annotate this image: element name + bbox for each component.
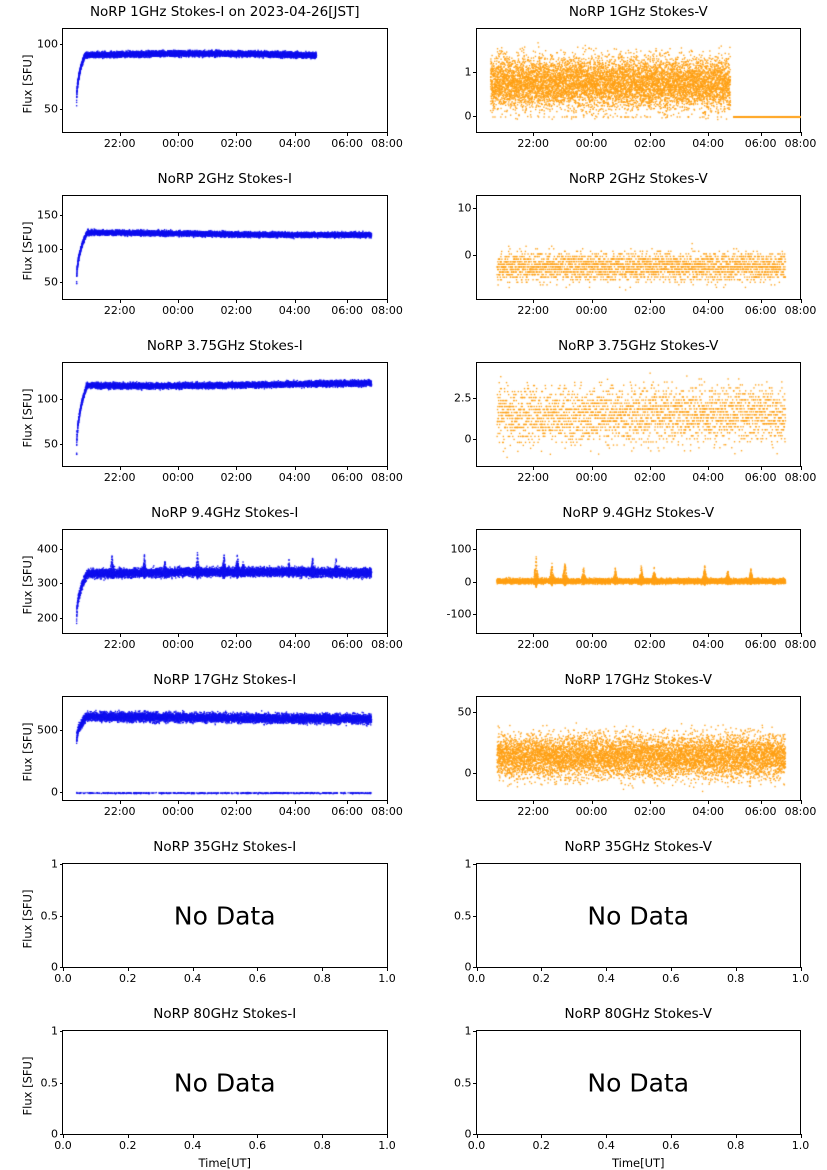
x-tick-label: 22:00 — [517, 304, 549, 317]
no-data-text: No Data — [477, 1068, 801, 1097]
chart-cell-9 — [414, 668, 827, 835]
x-tick-mark — [606, 967, 607, 971]
data-series — [63, 530, 387, 633]
x-tick-mark — [236, 633, 237, 637]
y-tick-label: 100 — [37, 242, 58, 255]
chart-cell-0 — [0, 0, 414, 167]
x-tick-mark — [592, 299, 593, 303]
x-axis-label: Time[UT] — [0, 1156, 414, 1170]
x-tick-label: 08:00 — [785, 805, 817, 818]
chart-title: NoRP 80GHz Stokes-I — [0, 1006, 414, 1022]
x-axis-label: Time[UT] — [414, 1156, 827, 1170]
x-tick-mark — [347, 299, 348, 303]
x-tick-label: 1.0 — [378, 1139, 396, 1152]
x-tick-label: 06:00 — [745, 304, 777, 317]
chart-title: NoRP 1GHz Stokes-I on 2023-04-26[JST] — [0, 4, 414, 20]
chart-title: NoRP 3.75GHz Stokes-I — [0, 338, 414, 354]
x-tick-label: 00:00 — [576, 137, 608, 150]
x-tick-label: 1.0 — [792, 1139, 810, 1152]
y-tick-label: 200 — [37, 611, 58, 624]
x-tick-label: 0.0 — [54, 972, 72, 985]
data-series — [477, 697, 801, 800]
x-tick-mark — [387, 633, 388, 637]
x-tick-label: 0.0 — [54, 1139, 72, 1152]
x-tick-mark — [387, 466, 388, 470]
x-tick-label: 00:00 — [162, 471, 194, 484]
data-series — [63, 363, 387, 466]
y-axis-label: Flux [SFU] — [20, 722, 34, 781]
x-tick-mark — [347, 633, 348, 637]
x-tick-mark — [708, 633, 709, 637]
x-tick-label: 0.8 — [727, 1139, 745, 1152]
x-tick-mark — [671, 967, 672, 971]
x-tick-label: 0.6 — [249, 972, 267, 985]
x-tick-mark — [592, 132, 593, 136]
x-tick-mark — [236, 132, 237, 136]
x-tick-label: 04:00 — [279, 471, 311, 484]
x-tick-mark — [708, 299, 709, 303]
y-tick-label: 100 — [37, 38, 58, 51]
data-series — [477, 530, 801, 633]
y-tick-label: 0 — [51, 786, 58, 799]
x-tick-label: 06:00 — [745, 137, 777, 150]
y-axis-label: Flux [SFU] — [20, 889, 34, 948]
y-tick-label: 0.5 — [41, 909, 59, 922]
x-tick-label: 02:00 — [220, 805, 252, 818]
x-tick-mark — [541, 1134, 542, 1138]
plot-area — [476, 28, 802, 133]
chart-cell-5 — [414, 334, 827, 501]
y-tick-label: 0 — [465, 433, 472, 446]
x-tick-mark — [257, 967, 258, 971]
no-data-text: No Data — [477, 901, 801, 930]
x-tick-mark — [128, 1134, 129, 1138]
x-tick-mark — [347, 466, 348, 470]
chart-title: NoRP 80GHz Stokes-V — [414, 1006, 827, 1022]
x-tick-mark — [295, 633, 296, 637]
x-tick-mark — [801, 967, 802, 971]
chart-cell-6 — [0, 501, 414, 668]
x-tick-label: 02:00 — [634, 471, 666, 484]
chart-title: NoRP 2GHz Stokes-V — [414, 171, 827, 187]
x-tick-mark — [120, 633, 121, 637]
y-axis-label: Flux [SFU] — [20, 54, 34, 113]
x-tick-label: 02:00 — [220, 304, 252, 317]
data-series — [63, 697, 387, 800]
x-tick-label: 08:00 — [785, 304, 817, 317]
x-tick-label: 0.8 — [313, 1139, 331, 1152]
x-tick-label: 04:00 — [692, 304, 724, 317]
plot-area — [476, 1030, 802, 1135]
chart-title: NoRP 9.4GHz Stokes-I — [0, 505, 414, 521]
x-tick-mark — [120, 800, 121, 804]
y-tick-label: 1 — [51, 1025, 58, 1038]
chart-cell-11 — [414, 835, 827, 1002]
x-tick-label: 04:00 — [279, 304, 311, 317]
y-tick-label: 100 — [451, 543, 472, 556]
x-tick-mark — [671, 1134, 672, 1138]
x-tick-label: 22:00 — [104, 638, 136, 651]
x-tick-mark — [708, 132, 709, 136]
x-tick-mark — [761, 633, 762, 637]
plot-area — [62, 1030, 388, 1135]
x-tick-mark — [178, 633, 179, 637]
plot-area — [476, 195, 802, 300]
x-tick-mark — [477, 967, 478, 971]
x-tick-mark — [120, 299, 121, 303]
chart-cell-12 — [0, 1002, 414, 1169]
x-tick-label: 0.0 — [468, 1139, 486, 1152]
x-tick-mark — [650, 466, 651, 470]
x-tick-mark — [387, 1134, 388, 1138]
x-tick-mark — [650, 633, 651, 637]
x-tick-mark — [801, 633, 802, 637]
x-tick-label: 22:00 — [517, 805, 549, 818]
x-tick-mark — [236, 800, 237, 804]
x-tick-label: 22:00 — [104, 137, 136, 150]
y-tick-label: 10 — [458, 201, 472, 214]
y-tick-label: 0 — [465, 248, 472, 261]
x-tick-mark — [650, 800, 651, 804]
y-tick-label: 300 — [37, 577, 58, 590]
plot-area — [62, 696, 388, 801]
x-tick-mark — [387, 299, 388, 303]
x-tick-mark — [295, 299, 296, 303]
x-tick-mark — [533, 299, 534, 303]
x-tick-label: 00:00 — [576, 471, 608, 484]
x-tick-label: 22:00 — [104, 471, 136, 484]
x-tick-mark — [761, 800, 762, 804]
x-tick-label: 1.0 — [792, 972, 810, 985]
x-tick-label: 08:00 — [371, 805, 403, 818]
x-tick-label: 0.6 — [662, 972, 680, 985]
x-tick-mark — [178, 132, 179, 136]
y-axis-label: Flux [SFU] — [20, 555, 34, 614]
y-tick-mark — [473, 1031, 477, 1032]
x-tick-mark — [541, 967, 542, 971]
x-tick-label: 0.2 — [533, 1139, 551, 1152]
x-tick-label: 00:00 — [576, 805, 608, 818]
data-series — [477, 363, 801, 466]
x-tick-mark — [387, 967, 388, 971]
chart-cell-4 — [0, 334, 414, 501]
x-tick-label: 04:00 — [279, 805, 311, 818]
chart-cell-13 — [414, 1002, 827, 1169]
y-axis-label: Flux [SFU] — [20, 221, 34, 280]
x-tick-mark — [736, 1134, 737, 1138]
y-tick-label: 500 — [37, 723, 58, 736]
chart-title: NoRP 2GHz Stokes-I — [0, 171, 414, 187]
data-series — [63, 29, 387, 132]
y-tick-label: 50 — [44, 437, 58, 450]
x-tick-label: 02:00 — [220, 137, 252, 150]
x-tick-mark — [120, 132, 121, 136]
y-tick-label: 1 — [465, 65, 472, 78]
plot-area — [476, 696, 802, 801]
x-tick-mark — [708, 800, 709, 804]
x-tick-label: 08:00 — [371, 304, 403, 317]
x-tick-mark — [477, 1134, 478, 1138]
y-tick-label: 0 — [465, 575, 472, 588]
x-tick-label: 06:00 — [331, 471, 363, 484]
x-tick-label: 0.4 — [597, 972, 615, 985]
x-tick-mark — [236, 466, 237, 470]
x-tick-label: 00:00 — [576, 304, 608, 317]
x-tick-label: 22:00 — [517, 471, 549, 484]
x-tick-mark — [347, 800, 348, 804]
x-tick-label: 0.4 — [184, 972, 202, 985]
x-tick-label: 04:00 — [692, 137, 724, 150]
x-tick-mark — [178, 466, 179, 470]
x-tick-mark — [295, 132, 296, 136]
x-tick-mark — [708, 466, 709, 470]
x-tick-mark — [533, 132, 534, 136]
plot-area — [62, 362, 388, 467]
y-tick-mark — [473, 864, 477, 865]
x-tick-label: 04:00 — [692, 471, 724, 484]
x-tick-mark — [801, 466, 802, 470]
y-tick-label: 50 — [458, 705, 472, 718]
x-tick-label: 00:00 — [576, 638, 608, 651]
x-tick-mark — [178, 299, 179, 303]
chart-cell-1 — [414, 0, 827, 167]
chart-cell-7 — [414, 501, 827, 668]
x-tick-label: 00:00 — [162, 805, 194, 818]
chart-title: NoRP 3.75GHz Stokes-V — [414, 338, 827, 354]
plot-area — [62, 529, 388, 634]
y-axis-label: Flux [SFU] — [20, 1056, 34, 1115]
x-tick-mark — [650, 132, 651, 136]
x-tick-label: 06:00 — [745, 638, 777, 651]
plot-area — [62, 28, 388, 133]
x-tick-mark — [193, 1134, 194, 1138]
x-tick-label: 1.0 — [378, 972, 396, 985]
x-tick-label: 08:00 — [785, 137, 817, 150]
x-tick-label: 22:00 — [104, 304, 136, 317]
x-tick-mark — [178, 800, 179, 804]
x-tick-label: 08:00 — [371, 638, 403, 651]
no-data-text: No Data — [63, 1068, 387, 1097]
x-tick-label: 0.4 — [597, 1139, 615, 1152]
plot-area — [476, 362, 802, 467]
x-tick-mark — [387, 800, 388, 804]
x-tick-mark — [236, 299, 237, 303]
y-tick-label: 0 — [465, 110, 472, 123]
y-axis-label: Flux [SFU] — [20, 388, 34, 447]
data-series — [477, 29, 801, 132]
x-tick-mark — [533, 633, 534, 637]
x-tick-label: 06:00 — [745, 805, 777, 818]
x-tick-label: 0.6 — [662, 1139, 680, 1152]
x-tick-label: 04:00 — [692, 638, 724, 651]
y-tick-label: 0.5 — [454, 909, 472, 922]
chart-title: NoRP 35GHz Stokes-V — [414, 839, 827, 855]
x-tick-label: 04:00 — [279, 137, 311, 150]
x-tick-mark — [63, 967, 64, 971]
x-tick-mark — [592, 466, 593, 470]
y-tick-label: 1 — [465, 858, 472, 871]
x-tick-mark — [347, 132, 348, 136]
x-tick-mark — [295, 466, 296, 470]
x-tick-mark — [801, 299, 802, 303]
x-tick-label: 06:00 — [331, 638, 363, 651]
plot-area — [476, 529, 802, 634]
x-tick-mark — [193, 967, 194, 971]
y-tick-mark — [60, 1031, 64, 1032]
x-tick-mark — [761, 466, 762, 470]
x-tick-label: 06:00 — [745, 471, 777, 484]
y-tick-label: 100 — [37, 392, 58, 405]
y-tick-mark — [60, 864, 64, 865]
y-tick-label: -100 — [447, 607, 472, 620]
data-series — [477, 196, 801, 299]
x-tick-label: 22:00 — [104, 805, 136, 818]
x-tick-label: 22:00 — [517, 638, 549, 651]
x-tick-label: 0.4 — [184, 1139, 202, 1152]
x-tick-label: 06:00 — [331, 137, 363, 150]
x-tick-label: 02:00 — [634, 638, 666, 651]
y-tick-label: 1 — [51, 858, 58, 871]
x-tick-label: 08:00 — [785, 638, 817, 651]
x-tick-label: 0.6 — [249, 1139, 267, 1152]
x-tick-mark — [295, 800, 296, 804]
x-tick-label: 00:00 — [162, 638, 194, 651]
x-tick-label: 02:00 — [634, 805, 666, 818]
x-tick-label: 0.2 — [533, 972, 551, 985]
x-tick-label: 22:00 — [517, 137, 549, 150]
x-tick-label: 06:00 — [331, 304, 363, 317]
x-tick-label: 0.2 — [119, 972, 137, 985]
x-tick-mark — [387, 132, 388, 136]
x-tick-label: 02:00 — [220, 471, 252, 484]
x-tick-mark — [761, 299, 762, 303]
chart-title: NoRP 17GHz Stokes-V — [414, 672, 827, 688]
data-series — [63, 196, 387, 299]
x-tick-label: 0.2 — [119, 1139, 137, 1152]
chart-cell-3 — [414, 167, 827, 334]
x-tick-mark — [322, 1134, 323, 1138]
x-tick-mark — [533, 800, 534, 804]
y-tick-label: 0 — [465, 1128, 472, 1141]
y-tick-label: 50 — [44, 102, 58, 115]
x-tick-label: 0.8 — [313, 972, 331, 985]
x-tick-label: 08:00 — [785, 471, 817, 484]
y-tick-label: 150 — [37, 208, 58, 221]
chart-cell-8 — [0, 668, 414, 835]
chart-cell-2 — [0, 167, 414, 334]
x-tick-mark — [322, 967, 323, 971]
chart-title: NoRP 9.4GHz Stokes-V — [414, 505, 827, 521]
x-tick-label: 08:00 — [371, 137, 403, 150]
x-tick-mark — [592, 633, 593, 637]
x-tick-label: 00:00 — [162, 137, 194, 150]
chart-title: NoRP 1GHz Stokes-V — [414, 4, 827, 20]
x-tick-mark — [592, 800, 593, 804]
x-tick-label: 04:00 — [279, 638, 311, 651]
x-tick-mark — [533, 466, 534, 470]
x-tick-mark — [128, 967, 129, 971]
x-tick-mark — [257, 1134, 258, 1138]
x-tick-label: 0.8 — [727, 972, 745, 985]
x-tick-mark — [606, 1134, 607, 1138]
y-tick-label: 50 — [44, 276, 58, 289]
y-tick-label: 0 — [51, 961, 58, 974]
x-tick-mark — [761, 132, 762, 136]
y-tick-label: 0 — [465, 961, 472, 974]
y-tick-label: 2.5 — [454, 391, 472, 404]
x-tick-mark — [120, 466, 121, 470]
y-tick-label: 0 — [465, 767, 472, 780]
y-tick-label: 0.5 — [454, 1076, 472, 1089]
x-tick-label: 02:00 — [220, 638, 252, 651]
x-tick-mark — [801, 1134, 802, 1138]
y-tick-label: 0 — [51, 1128, 58, 1141]
x-tick-label: 08:00 — [371, 471, 403, 484]
chart-title: NoRP 35GHz Stokes-I — [0, 839, 414, 855]
x-tick-mark — [801, 132, 802, 136]
x-tick-label: 06:00 — [331, 805, 363, 818]
y-tick-label: 400 — [37, 542, 58, 555]
plot-area — [476, 863, 802, 968]
x-tick-label: 0.0 — [468, 972, 486, 985]
y-tick-label: 1 — [465, 1025, 472, 1038]
plot-area — [62, 863, 388, 968]
x-tick-mark — [63, 1134, 64, 1138]
x-tick-mark — [736, 967, 737, 971]
chart-cell-10 — [0, 835, 414, 1002]
chart-title: NoRP 17GHz Stokes-I — [0, 672, 414, 688]
plot-area — [62, 195, 388, 300]
no-data-text: No Data — [63, 901, 387, 930]
x-tick-mark — [801, 800, 802, 804]
x-tick-label: 04:00 — [692, 805, 724, 818]
x-tick-mark — [650, 299, 651, 303]
y-tick-label: 0.5 — [41, 1076, 59, 1089]
x-tick-label: 02:00 — [634, 304, 666, 317]
x-tick-label: 02:00 — [634, 137, 666, 150]
x-tick-label: 00:00 — [162, 304, 194, 317]
